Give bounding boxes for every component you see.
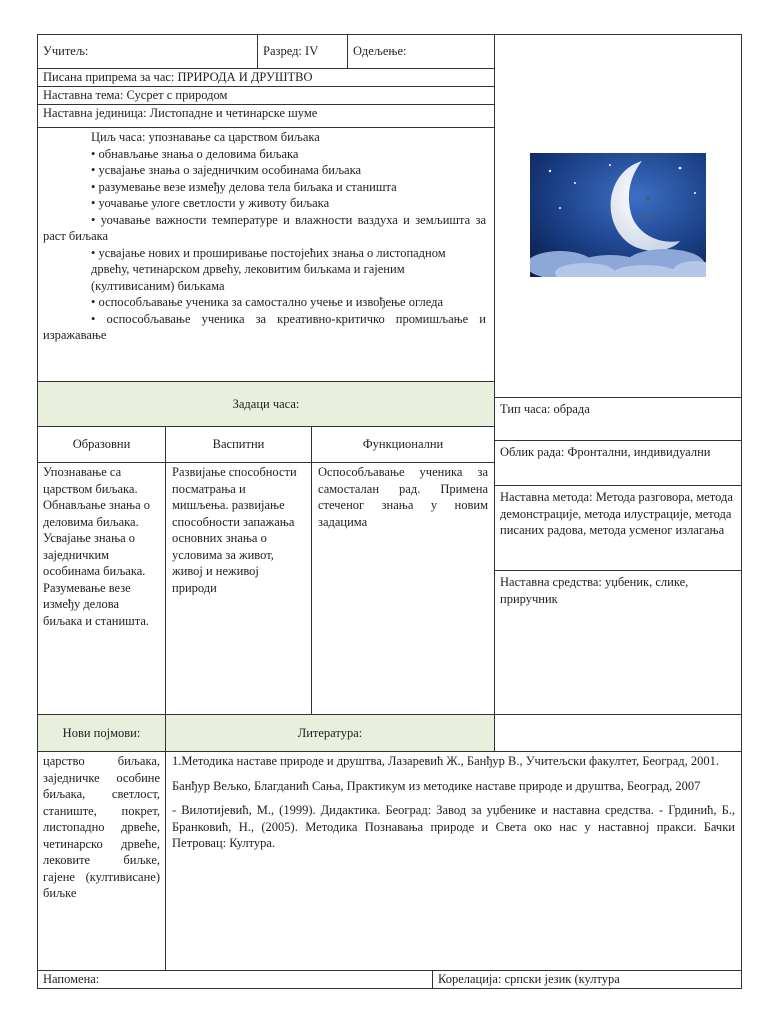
terms-text: царство биљака, заједничке особине биљака, светлост, станиште, покрет, листопадно дрвеће, четинарско дрвеће, лековите биљке, гајене (култивисане) биљке (43, 754, 160, 900)
goals-section (37, 127, 495, 382)
correlation-text: Корелација: српски језик (култура (438, 972, 620, 986)
moon-icon (530, 153, 706, 277)
teaching-materials: Наставна средства: уџбеник, слике, приручник (494, 570, 742, 715)
goal-item: • усвајање нових и проширивање постојећих знања о листопадном дрвећу, четинарском дрвећу, лековитим биљкама и гајеним (култивисаним) биљкама (91, 245, 446, 293)
terms-title (37, 714, 166, 752)
col-header-text: Васпитни (212, 437, 265, 452)
goal-title: Циљ часа: упознавање са царством биљака (91, 130, 320, 144)
note-cell (37, 970, 433, 989)
functional-text: Оспособљавање ученика за самосталан рад. Примена стеченог знања у новим задацима (318, 465, 488, 529)
teacher-cell (37, 34, 258, 69)
literature-list (165, 751, 742, 971)
topic-line: Наставна тема: Сусрет с природом (37, 86, 495, 105)
correlation-cell (432, 970, 742, 989)
literature-entry: 1.Методика наставе природе и друштва, Лазаревић Ж., Банђур В., Учитељски факултет, Београд, 2001. (172, 754, 719, 768)
note-label: Напомена: (43, 972, 100, 986)
literature-entry: - Вилотијевић, М., (1999). Дидактика. Београд: Завод за уџбенике и наставна средства. - Грдинић, Б., Бранковић, Н., (2005). Методика Познавања природе и Света око нас у наставној пракси. Бачки Петровац: Култура. (172, 803, 735, 850)
subject-line: Писана припрема за час: ПРИРОДА И ДРУШТВО (37, 68, 495, 87)
goal-item: • усвајање знања о заједничким особинама биљака (91, 163, 362, 177)
teacher-label: Учитељ: (43, 44, 89, 59)
terms-list (37, 751, 166, 971)
goal-item: • разумевање везе између делова тела биљака и станишта (91, 179, 397, 194)
terms-title-text: Нови појмови: (62, 725, 141, 740)
tasks-title (37, 381, 495, 427)
literature-title-text: Литература: (297, 725, 363, 740)
lesson-type: Тип часа: обрада (494, 397, 742, 441)
class-label: Одељење: (353, 44, 407, 59)
col-header-text: Функционални (362, 437, 444, 452)
col-header-upbringing (165, 426, 312, 463)
upbringing-text: Развијање способности посматрања и мишљења. развијање способности запажања основних знања о условима за живот, живој и неживој природи (172, 465, 297, 595)
goal-item: • оспособљавање ученика за самостално учење и извођење огледа (91, 295, 444, 309)
class-cell (347, 34, 495, 69)
col-header-functional (311, 426, 495, 463)
col-header-educational (37, 426, 166, 463)
functional-tasks (311, 462, 495, 715)
educational-text: Упознавање са царством биљака. Обнављање знања о деловима биљака. Усвајање знања о заједничким особинама биљака. Разумевање везе између делова биљака и станишта. (43, 465, 151, 628)
tasks-title-text: Задаци часа: (232, 396, 300, 411)
upbringing-tasks (165, 462, 312, 715)
teaching-method: Наставна метода: Метода разговора, метода демонстрације, метода илустрације, метода писаних радова, метода усменог излагања (494, 485, 742, 571)
empty-cell (494, 714, 742, 752)
goal-item: • обнављање знања о деловима биљака (91, 146, 299, 161)
work-form: Облик рада: Фронтални, индивидуални (494, 440, 742, 486)
col-header-text: Образовни (72, 437, 131, 452)
goal-item: • оспособљавање ученика за креативно-критичко промишљање и изражавање (43, 311, 486, 342)
goal-item: • уочавање улоге светлости у животу биљака (91, 196, 330, 210)
goal-item: • уочавање важности температуре и влажности ваздуха и земљишта за раст биљака (43, 212, 486, 243)
literature-entry: Банђур Вељко, Благданић Сања, Практикум из методике наставе природе и друштва, Београд, 2007 (172, 778, 701, 793)
educational-tasks (37, 462, 166, 715)
grade-cell (257, 34, 348, 69)
literature-title (165, 714, 495, 752)
unit-line: Наставна јединица: Листопадне и четинарске шуме (37, 104, 495, 128)
grade-label: Разред: IV (263, 44, 319, 59)
